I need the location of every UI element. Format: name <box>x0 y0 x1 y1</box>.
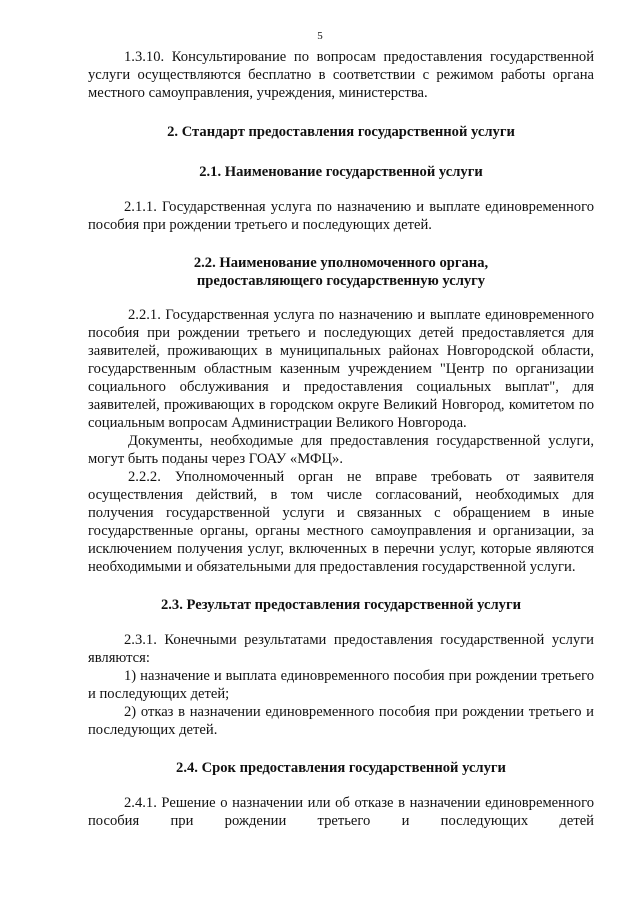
paragraph-1-3-10: 1.3.10. Консультирование по вопросам предоставления государственной услуги осуществляются бесплатно в соответствии с режимом работы органа местного самоуправления, учреждения, министерства. <box>88 49 594 101</box>
paragraph-docs-mfc: Документы, необходимые для предоставления государственной услуги, могут быть поданы через ГОАУ «МФЦ». <box>88 433 594 467</box>
subsection-heading-2-2-line1: 2.2. Наименование уполномоченного органа, <box>193 255 489 271</box>
subsection-heading-2-4: 2.4. Срок предоставления государственной услуги <box>176 760 506 776</box>
subsection-heading-2-1: 2.1. Наименование государственной услуги <box>199 164 483 180</box>
subsection-heading-2-2 <box>88 254 594 290</box>
document-body <box>88 48 594 830</box>
paragraph-2-2-2: 2.2.2. Уполномоченный орган не вправе требовать от заявителя осуществления действий, в том числе согласований, необходимых для получения государственной услуги и связанных с обращением в иные государственные органы, органы местного самоуправления и организации, за исключением получения услуг, включенных в перечни услуг, которые являются необходимыми и обязательными для предоставления государственной услуги. <box>88 469 594 575</box>
page-number: 5 <box>317 30 323 42</box>
list-item-2-3-1-1: 1) назначение и выплата единовременного пособия при рождении третьего и последующих детей; <box>88 668 594 702</box>
paragraph-2-2-1: 2.2.1. Государственная услуга по назначению и выплате единовременного пособия при рождении третьего и последующих детей предоставляется для заявителей, проживающих в муниципальных районах Новгородской области, государственным областным казенным учреждением "Центр по организации социального обслуживания и предоставления социальных выплат", для заявителей, проживающих в городском округе Великий Новгород, комитетом по социальным вопросам Администрации Великого Новгорода. <box>88 307 594 431</box>
subsection-heading-2-2-line2: предоставляющего государственную услугу <box>196 273 486 289</box>
paragraph-2-3-1: 2.3.1. Конечными результатами предоставления государственной услуги являются: <box>88 632 594 666</box>
paragraph-2-1-1: 2.1.1. Государственная услуга по назначению и выплате единовременного пособия при рождении третьего и последующих детей. <box>88 199 594 233</box>
section-heading-2: 2. Стандарт предоставления государственной услуги <box>167 124 515 140</box>
list-item-2-3-1-2: 2) отказ в назначении единовременного пособия при рождении третьего и последующих детей. <box>88 704 594 738</box>
subsection-heading-2-3: 2.3. Результат предоставления государственной услуги <box>160 597 522 613</box>
paragraph-2-4-1: 2.4.1. Решение о назначении или об отказе в назначении единовременного пособия при рождении третьего и последующих детей <box>88 795 594 829</box>
